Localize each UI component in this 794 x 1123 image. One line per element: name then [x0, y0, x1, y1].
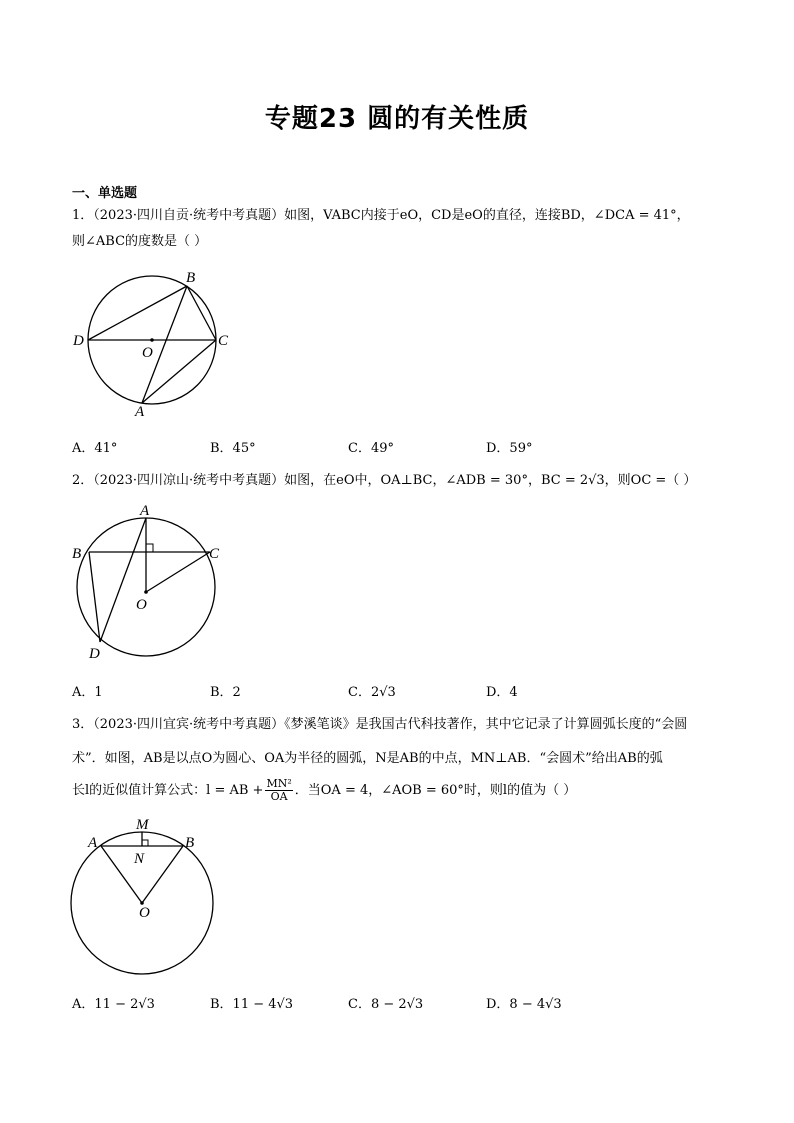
- q1-text-line2: 则∠ABC的度数是（ ）: [72, 234, 208, 249]
- q3-frac-denominator: OA: [270, 790, 288, 803]
- q2-label-a: A: [140, 503, 150, 519]
- q3-formula-fraction: [265, 778, 292, 803]
- q1-option-a: A．41°: [72, 441, 118, 456]
- q2-text-line1: 2．（2023·四川凉山·统考中考真题）如图，在eO中，OA⊥BC，∠ADB = 30°，BC = 2√3，则OC =（ ）: [72, 473, 697, 488]
- q3-option-c: C．8 − 2√3: [348, 997, 424, 1012]
- q3-label-n: N: [134, 851, 145, 867]
- q3-figure: [66, 812, 226, 980]
- q1-label-c: C: [218, 333, 229, 349]
- q1-label-o: O: [142, 345, 153, 361]
- q3-text-line2: 术”．如图，AB是以点O为圆心、OA为半径的圆弧，N是AB的中点，MN⊥AB．“会圆术”给出AB的弧: [72, 751, 663, 766]
- q2-label-c: C: [209, 546, 220, 562]
- q2-figure: [62, 500, 232, 665]
- q3-label-o: O: [139, 905, 150, 921]
- q3-formula-suffix: ．当OA = 4，∠AOB = 60°时，则l的值为（ ）: [294, 783, 577, 798]
- q2-label-d: D: [89, 646, 100, 662]
- q2-option-b: B．2: [210, 685, 241, 700]
- q1-center-dot: [150, 338, 154, 342]
- q1-option-c: C．49°: [348, 441, 394, 456]
- q3-label-a: A: [88, 835, 98, 851]
- q2-option-c: C．2√3: [348, 685, 396, 700]
- q1-label-d: D: [73, 333, 84, 349]
- q1-label-a: A: [135, 404, 145, 420]
- q2-label-o: O: [136, 597, 147, 613]
- q3-option-a: A．11 − 2√3: [72, 997, 155, 1012]
- q1-option-d: D．59°: [486, 441, 533, 456]
- q2-option-a: A．1: [72, 685, 103, 700]
- section-heading: 一、单选题: [72, 186, 138, 201]
- q3-formula-prefix: 长l的近似值计算公式：l = AB +: [72, 783, 264, 798]
- q3-option-b: B．11 − 4√3: [210, 997, 294, 1012]
- q2-option-d: D．4: [486, 685, 518, 700]
- q2-right-angle-mark: [146, 544, 153, 552]
- q3-label-b: B: [185, 835, 195, 851]
- q1-label-b: B: [186, 270, 196, 286]
- q3-label-m: M: [136, 817, 149, 833]
- q3-frac-numerator: MN²: [266, 777, 292, 790]
- q2-center-dot: [144, 590, 148, 594]
- q1-option-b: B．45°: [210, 441, 256, 456]
- q2-label-b: B: [72, 546, 82, 562]
- page-title: 专题23 圆的有关性质: [264, 104, 530, 134]
- q1-figure: [66, 266, 246, 424]
- q1-text-line1: 1．（2023·四川自贡·统考中考真题）如图，VABC内接于eO，CD是eO的直径，连接BD，∠DCA = 41°，: [72, 208, 690, 223]
- q3-text-line1: 3．（2023·四川宜宾·统考中考真题）《梦溪笔谈》是我国古代科技著作，其中它记录了计算圆弧长度的“会圆: [72, 717, 688, 732]
- q3-right-angle-mark: [142, 840, 148, 846]
- q3-text-line3: [72, 778, 576, 803]
- q3-option-d: D．8 − 4√3: [486, 997, 562, 1012]
